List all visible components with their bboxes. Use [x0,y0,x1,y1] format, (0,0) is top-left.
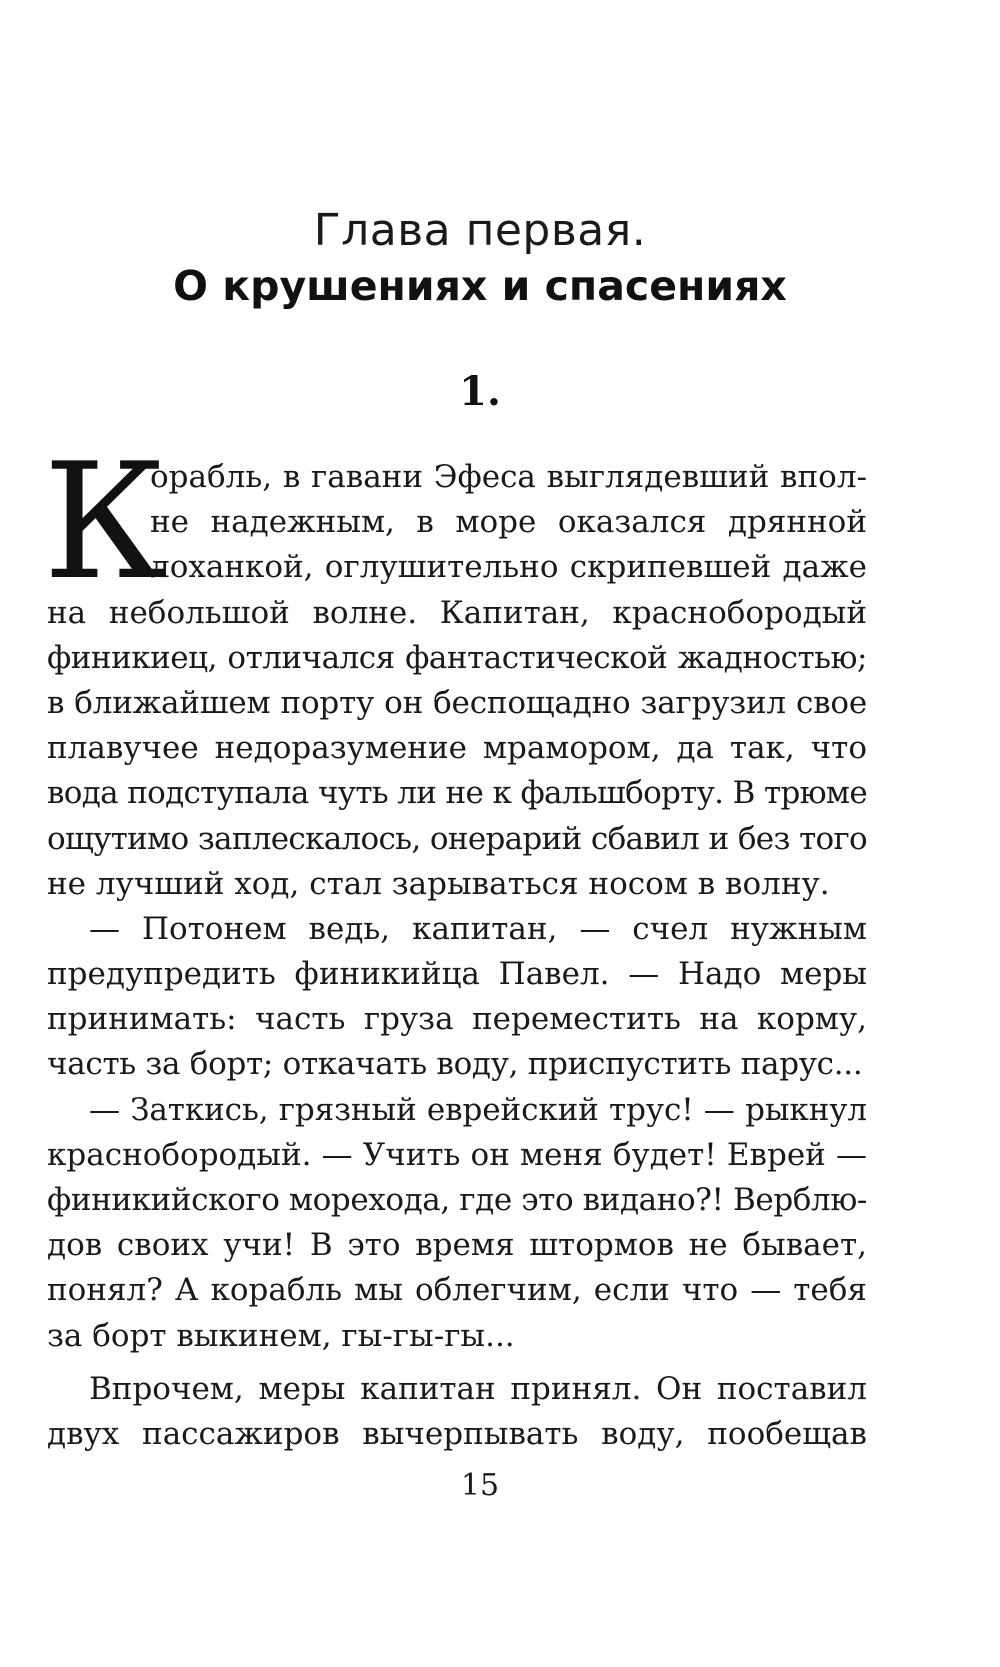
paragraph-3 [47,1088,867,1359]
paragraph-2 [47,907,867,1088]
text-line: ощутимо заплескалось, онерарий сбавил и без того [47,820,867,857]
chapter-title: О крушениях и спасениях [173,262,787,310]
text-line: двух пассажиров вычерпывать воду, пообещав [47,1415,867,1452]
text-line: орабль, в гавани Эфеса выглядевший впол- [150,459,867,495]
page-number: 15 [460,1468,500,1503]
text-line: на небольшой волне. Капитан, краснобородый [47,594,867,631]
text-line: плавучее недоразумение мрамором, да так, что [47,730,867,767]
text-line: за борт выкинем, гы-гы-гы... [47,1317,515,1354]
text-line: предупредить финикийца Павел. — Надо меры [47,956,867,993]
text-line: — Заткись, грязный еврейский трус! — рыкнул [89,1091,867,1128]
text-line: в ближайшем порту он беспощадно загрузил свое [47,684,867,721]
drop-cap: К [43,428,167,615]
text-line: — Потонем ведь, капитан, — счел нужным [89,910,867,947]
paragraph-4 [47,1367,867,1457]
text-line: финикиец, отличался фантастической жадностью; [47,639,867,676]
text-line: Впрочем, меры капитан принял. Он поставил [89,1370,867,1407]
text-line: дов своих учи! В это время штормов не бывает, [47,1227,867,1264]
paragraph-1 [43,428,867,907]
text-line: понял? А корабль мы облегчим, если что — тебя [47,1272,867,1309]
text-line: лоханкой, оглушительно скрипевшей даже [150,549,867,586]
text-line: принимать: часть груза переместить на корму, [47,1001,867,1038]
text-line: не лучший ход, стал зарываться носом в волну. [47,865,830,902]
body-text [43,428,867,1457]
text-line: финикийского морехода, где это видано?! Верблю- [47,1182,867,1218]
text-line: не надежным, в море оказался дрянной [150,504,867,541]
text-line: краснобородый. — Учить он меня будет! Еврей — [47,1136,867,1173]
chapter-label: Глава первая. [313,205,647,256]
paragraph-spacer [47,1359,867,1367]
text-line: часть за борт; откачать воду, приспустить парус... [47,1046,863,1083]
text-line: вода подступала чуть ли не к фальшборту. В трюме [47,775,867,812]
section-number: 1. [459,368,501,415]
